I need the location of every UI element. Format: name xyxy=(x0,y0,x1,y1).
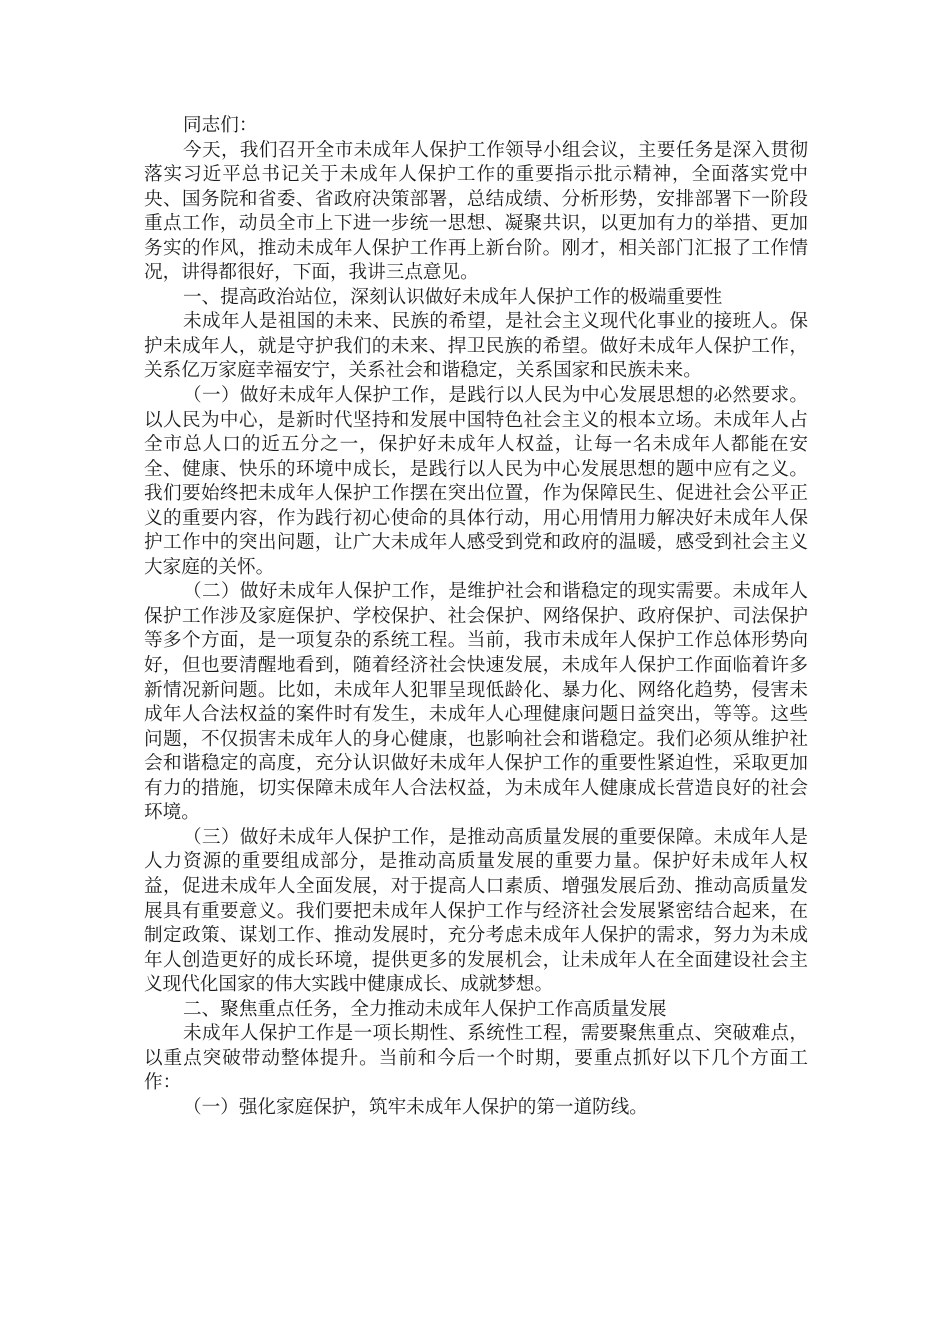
section-heading-2: 二、聚焦重点任务，全力推动未成年人保护工作高质量发展 xyxy=(183,998,667,1020)
salutation: 同志们： xyxy=(183,115,258,136)
body-paragraph: 未成年人是祖国的未来、民族的希望，是社会主义现代化事业的接班人。保护未成年人，就是守护我们的未来、捍卫民族的希望。做好未成年人保护工作，关系亿万家庭幸福安宁，关系社会和谐稳定，关系国家和民族未来。 xyxy=(144,311,808,382)
body-paragraph: （一）强化家庭保护，筑牢未成年人保护的第一道防线。 xyxy=(183,1096,648,1118)
document-body xyxy=(144,114,808,1120)
body-paragraph: （一）做好未成年人保护工作，是践行以人民为中心发展思想的必然要求。以人民为中心，是新时代坚持和发展中国特色社会主义的根本立场。未成年人占全市总人口的近五分之一，保护好未成年人权益，让每一名未成年人都能在安全、健康、快乐的环境中成长，是践行以人民为中心发展思想的题中应有之义。我们要始终把未成年人保护工作摆在突出位置，作为保障民生、促进社会公平正义的重要内容，作为践行初心使命的具体行动，用心用情用力解决好未成年人保护工作中的突出问题，让广大未成年人感受到党和政府的温暖，感受到社会主义大家庭的关怀。 xyxy=(144,385,808,578)
body-paragraph: （二）做好未成年人保护工作，是维护社会和谐稳定的现实需要。未成年人保护工作涉及家庭保护、学校保护、社会保护、网络保护、政府保护、司法保护等多个方面，是一项复杂的系统工程。当前，我市未成年人保护工作总体形势向好，但也要清醒地看到，随着经济社会快速发展，未成年人保护工作面临着许多新情况新问题。比如，未成年人犯罪呈现低龄化、暴力化、网络化趋势，侵害未成年人合法权益的案件时有发生，未成年人心理健康问题日益突出，等等。这些问题，不仅损害未成年人的身心健康，也影响社会和谐稳定。我们必须从维护社会和谐稳定的高度，充分认识做好未成年人保护工作的重要性紧迫性，采取更加有力的措施，切实保障未成年人合法权益，为未成年人健康成长营造良好的社会环境。 xyxy=(144,581,808,824)
body-paragraph: 未成年人保护工作是一项长期性、系统性工程，需要聚焦重点、突破难点，以重点突破带动整体提升。当前和今后一个时期，要重点抓好以下几个方面工作： xyxy=(144,1023,808,1094)
opening-paragraph: 今天，我们召开全市未成年人保护工作领导小组会议，主要任务是深入贯彻落实习近平总书记关于未成年人保护工作的重要指示批示精神，全面落实党中央、国务院和省委、省政府决策部署，总结成绩、分析形势，安排部署下一阶段重点工作，动员全市上下进一步统一思想、凝聚共识，以更加有力的举措、更加务实的作风，推动未成年人保护工作再上新台阶。刚才，相关部门汇报了工作情况，讲得都很好，下面，我讲三点意见。 xyxy=(144,139,808,284)
section-heading-1: 一、提高政治站位，深刻认识做好未成年人保护工作的极端重要性 xyxy=(183,286,723,308)
body-paragraph: （三）做好未成年人保护工作，是推动高质量发展的重要保障。未成年人是人力资源的重要组成部分，是推动高质量发展的重要力量。保护好未成年人权益，促进未成年人全面发展，对于提高人口素质、增强发展后劲、推动高质量发展具有重要意义。我们要把未成年人保护工作与经济社会发展紧密结合起来，在制定政策、谋划工作、推动发展时，充分考虑未成年人保护的需求，努力为未成年人创造更好的成长环境，提供更多的发展机会，让未成年人在全面建设社会主义现代化国家的伟大实践中健康成长、成就梦想。 xyxy=(144,826,808,996)
